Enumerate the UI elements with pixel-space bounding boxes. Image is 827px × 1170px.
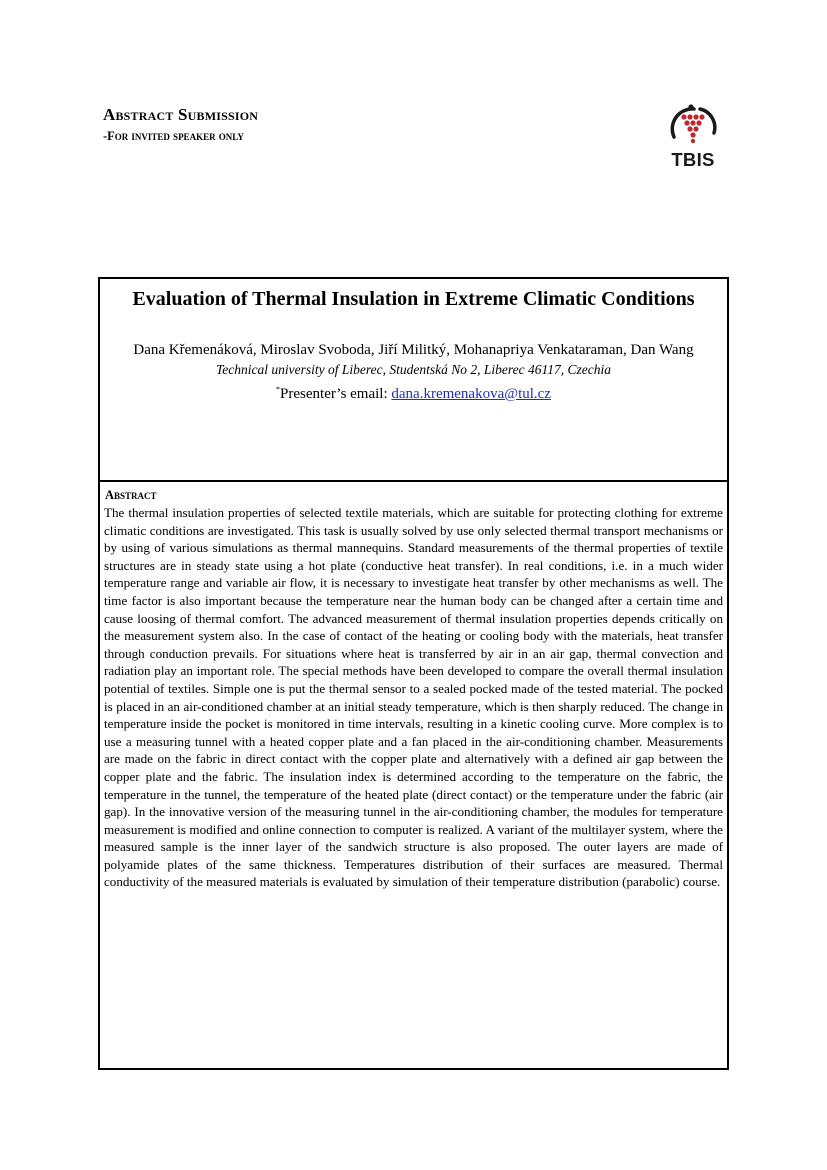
tbis-logo	[664, 103, 722, 173]
author-list: Dana Křemenáková, Miroslav Svoboda, Jiří Militký, Mohanapriya Venkataraman, Dan Wang	[133, 342, 694, 358]
tbis-logo-icon	[664, 103, 722, 151]
presenter-email-link[interactable]: dana.kremenakova@tul.cz	[391, 386, 551, 402]
tbis-logo-text: TBIS	[671, 149, 715, 170]
submission-subtitle: -For invited speaker only	[103, 129, 244, 143]
title-box	[98, 277, 729, 482]
presenter-marker: *	[276, 385, 281, 394]
abstract-box	[98, 480, 729, 1070]
presenter-label: Presenter’s email:	[280, 386, 392, 402]
presenter-email-line	[118, 381, 709, 403]
abstract-heading: Abstract	[105, 488, 157, 502]
submission-title: Abstract Submission	[103, 105, 259, 124]
abstract-body: The thermal insulation properties of selected textile materials, which are suitable for protecting clothing for extreme climatic conditions are investigated. This task is usually solved by use only selected thermal transport mechanisms or by using of various simulations as thermal mannequins. Standard measurements of the thermal properties of textile structures are in steady state using a hot plate (conductive heat transfer). In real conditions, i.e. in a much wider temperature range and variable air flow, it is necessary to investigate heat transfer by other mechanisms as well. The time factor is also important because the temperature near the human body can be changed after a certain time and cause loosing of thermal comfort. The advanced measurement of thermal insulation properties depends critically on the measurement system also. In the case of contact of the heating or cooling body with the materials, heat transfer through conduction prevails. For situations where heat is transferred by air in an air gap, thermal convection and radiation play an important role. The special methods have been developed to compare the overall thermal insulation potential of textiles. Simple one is put the thermal sensor to a sealed pocked made of the tested material. The pocked is placed in an air-conditioned chamber at an initial steady temperature, which is then sharply reduced. The change in temperature inside the pocket is monitored in time intervals, resulting in a kinetic cooling curve. More complex is to use a measuring tunnel with a heated copper plate and a fan placed in the air-conditioning chamber. Measurements are made on the fabric in direct contact with the copper plate and alternatively with a defined air gap between the copper plate and the fabric. The insulation index is determined according to the temperature on the fabric, the temperature in the tunnel, the temperature of the heated plate (direct contact) or the temperature under the fabric (air gap). In the innovative version of the measuring tunnel in the air-conditioning chamber, the modules for temperature measurement is modified and online connection to computer is realized. A variant of the multilayer system, where the measured sample is the inner layer of the sandwich structure is also proposed. The outer layers are made of polyamide plates of the same thickness. Temperatures distribution of their surfaces are measured. Thermal conductivity of the measured materials is evaluated by simulation of their temperature distribution (parabolic) course.	[104, 505, 723, 890]
paper-title: Evaluation of Thermal Insulation in Extreme Climatic Conditions	[132, 288, 695, 310]
submission-header	[103, 104, 258, 144]
affiliation: Technical university of Liberec, Studentská No 2, Liberec 46117, Czechia	[216, 362, 611, 377]
